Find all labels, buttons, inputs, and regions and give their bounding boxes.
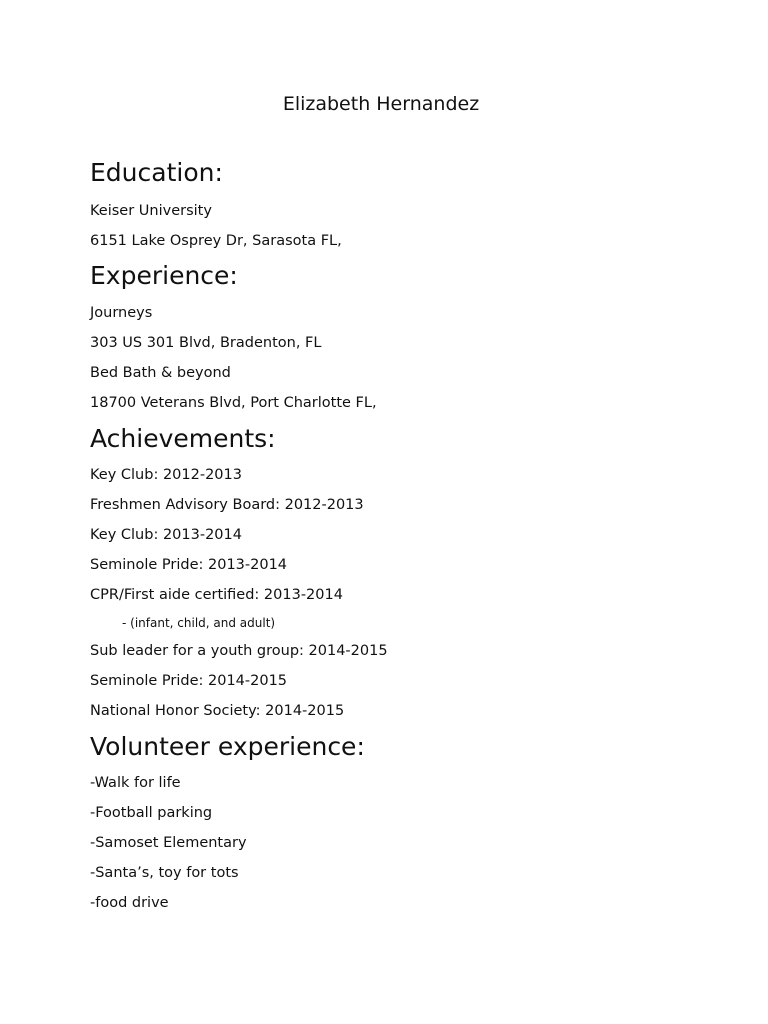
volunteer-item: -Football parking [90,805,213,821]
achievement-item: Sub leader for a youth group: 2014-2015 [90,643,388,659]
education-address: 6151 Lake Osprey Dr, Sarasota FL, [90,233,342,249]
experience-address: 303 US 301 Blvd, Bradenton, FL [90,335,322,351]
volunteer-heading: Volunteer experience: [90,732,365,761]
education-heading: Education: [90,158,223,187]
achievement-item: Key Club: 2013-2014 [90,527,242,543]
achievement-item: Key Club: 2012-2013 [90,467,242,483]
experience-heading: Experience: [90,261,238,290]
achievement-item: Seminole Pride: 2014-2015 [90,673,288,689]
achievement-item: National Honor Society: 2014-2015 [90,703,345,719]
achievement-item: Seminole Pride: 2013-2014 [90,557,288,573]
achievement-item: Freshmen Advisory Board: 2012-2013 [90,497,364,513]
experience-address: 18700 Veterans Blvd, Port Charlotte FL, [90,395,377,411]
volunteer-item: -Samoset Elementary [90,835,247,851]
achievement-item: CPR/First aide certified: 2013-2014 [90,587,343,603]
volunteer-item: -food drive [90,895,169,911]
volunteer-item: -Santa’s, toy for tots [90,865,239,881]
resume-name: Elizabeth Hernandez [282,93,480,115]
volunteer-item: -Walk for life [90,775,181,791]
achievements-heading: Achievements: [90,424,276,453]
education-school: Keiser University [90,203,212,219]
experience-employer: Bed Bath & beyond [90,365,231,381]
achievement-note: - (infant, child, and adult) [122,616,276,630]
experience-employer: Journeys [90,305,153,321]
